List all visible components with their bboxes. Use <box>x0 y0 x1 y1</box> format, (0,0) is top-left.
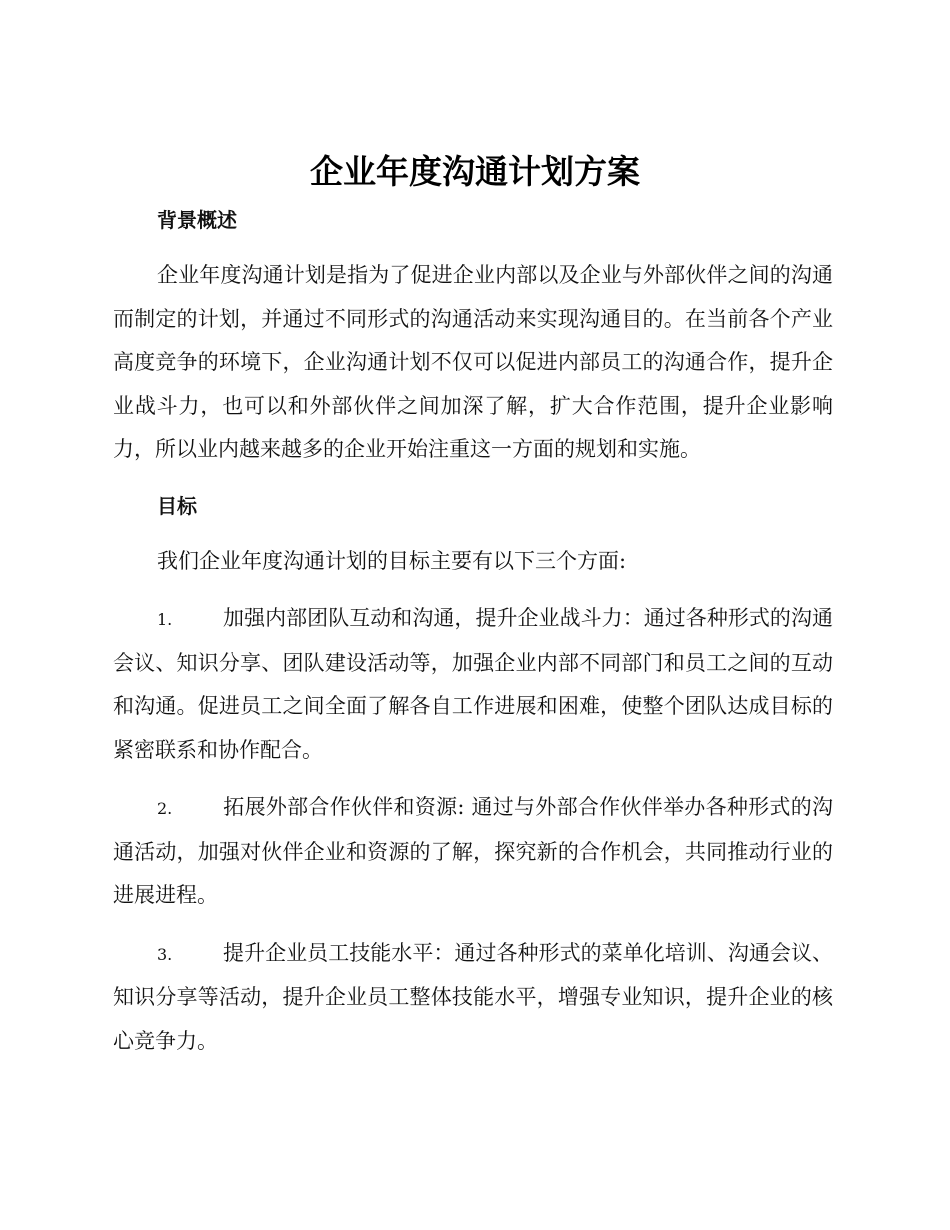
goal-list-item <box>113 597 833 772</box>
list-item-number: 1. <box>157 610 173 629</box>
document-title: 企业年度沟通计划方案 <box>310 152 640 191</box>
list-item-text: 加强内部团队互动和沟通，提升企业战斗力：通过各种形式的沟通会议、知识分享、团队建设活动等，加强企业内部不同部门和员工之间的互动和沟通。促进员工之间全面了解各自工作进展和困难，使整个团队达成目标的紧密联系和协作配合。 <box>113 606 833 762</box>
goals-intro-paragraph: 我们企业年度沟通计划的目标主要有以下三个方面: <box>157 548 627 573</box>
background-paragraph: 企业年度沟通计划是指为了促进企业内部以及企业与外部伙伴之间的沟通而制定的计划，并通过不同形式的沟通活动来实现沟通目的。在当前各个产业高度竞争的环境下，企业沟通计划不仅可以促进内部员工的沟通合作，提升企业战斗力，也可以和外部伙伴之间加深了解，扩大合作范围，提升企业影响力，所以业内越来越多的企业开始注重这一方面的规划和实施。 <box>113 263 833 461</box>
list-item-number: 3. <box>157 944 173 964</box>
goal-list-item <box>113 786 833 918</box>
goal-list-item <box>113 932 833 1064</box>
section-heading-goals: 目标 <box>157 493 197 518</box>
list-item-number: 2. <box>157 799 173 818</box>
document-body <box>113 200 833 1063</box>
list-item-text: 拓展外部合作伙伴和资源: 通过与外部合作伙伴举办各种形式的沟通活动，加强对伙伴企业和资源的了解，探究新的合作机会，共同推动行业的进展进程。 <box>113 795 833 907</box>
section-heading-background: 背景概述 <box>157 208 237 232</box>
list-item-text: 提升企业员工技能水平：通过各种形式的菜单化培训、沟通会议、知识分享等活动，提升企业员工整体技能水平，增强专业知识，提升企业的核心竞争力。 <box>113 940 833 1053</box>
